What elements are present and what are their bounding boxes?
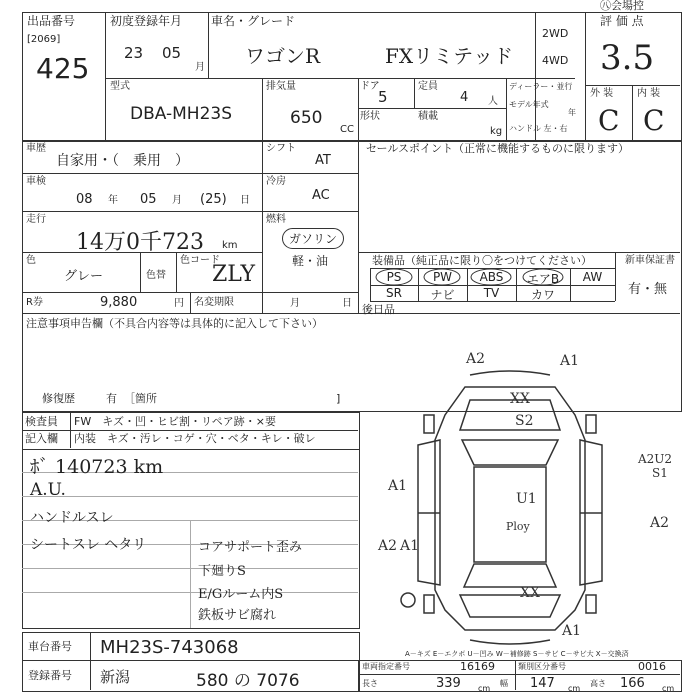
- note-rust: 鉄板サビ腐れ: [198, 608, 277, 623]
- displacement-label: 排気量: [266, 81, 296, 92]
- note-engine-room: E/Gルーム内S: [198, 587, 284, 602]
- reg-year: 23: [124, 44, 144, 62]
- capacity-value: 4: [460, 90, 469, 105]
- ac-value: AC: [312, 188, 330, 203]
- mark-a1-left: A1: [388, 478, 408, 494]
- mark-a2-front: A2: [466, 351, 486, 367]
- name-change-month: 月: [290, 298, 300, 309]
- lot-label: 出品番号: [27, 14, 76, 28]
- note-handle: ハンドルスレ: [30, 510, 114, 526]
- recycle-label: R券: [26, 297, 43, 308]
- length-unit: cm: [478, 684, 491, 693]
- mileage-value: 14万0千723: [76, 230, 204, 255]
- color-value: グレー: [64, 269, 104, 284]
- shape-label: 形状: [360, 111, 380, 122]
- model-year-label: モデル年式: [509, 100, 549, 109]
- recycle-unit: 円: [174, 298, 184, 309]
- registration-pref: 新潟: [100, 668, 131, 686]
- equip-abs: ABS: [479, 270, 504, 284]
- model-year-unit: 年: [568, 108, 576, 117]
- repair-bracket: ]: [336, 392, 341, 405]
- color-code-label: 色コード: [180, 255, 220, 266]
- drive-2wd: 2WD: [542, 27, 569, 40]
- damage-legend: A－キズ E－エクボ U－凹み W－補修跡 S－サビ C－サビ大 X－交換済: [405, 650, 629, 658]
- height-label: 高さ: [590, 679, 606, 688]
- capacity-unit: 人: [488, 96, 498, 107]
- inspection-label: 車検: [26, 176, 46, 187]
- equip-navi: ナビ: [430, 288, 455, 302]
- load-label: 積載: [418, 111, 438, 122]
- dim-label-left: 車両指定番号: [362, 662, 410, 671]
- notes-label: 注意事項申告欄（不具合内容等は具体的に記入して下さい）: [26, 317, 323, 330]
- note-core-support: コアサポート歪み: [198, 540, 303, 555]
- equip-ps: PS: [386, 270, 402, 284]
- note-under: 下廻りS: [198, 564, 246, 579]
- repair-place-label: ［箇所: [124, 392, 157, 405]
- repair-label: 修復歴: [42, 392, 75, 405]
- score-value: 3.5: [600, 38, 655, 78]
- mark-a2u2: A2U2: [638, 452, 673, 466]
- equip-sr: SR: [386, 286, 402, 300]
- inspection-day-unit: 日: [240, 195, 250, 206]
- dim-value-left: 16169: [460, 660, 495, 673]
- inspection-year-unit: 年: [108, 195, 118, 206]
- equip-pw: PW: [432, 270, 453, 284]
- lot-number: 425: [36, 52, 90, 85]
- mark-s1: S1: [652, 466, 668, 480]
- shift-label: シフト: [266, 143, 296, 154]
- dealer-label: ディーラー・並行: [509, 82, 573, 91]
- retrofit-label: 後日品: [362, 303, 395, 316]
- use-label: 車歴: [26, 143, 46, 154]
- car-name: ワゴンR: [245, 44, 321, 68]
- door-value: 5: [378, 88, 388, 106]
- color-code-value: ZLY: [212, 262, 256, 287]
- mark-a1-front: A1: [560, 353, 580, 369]
- inspector-row1: FW キズ・凹・ヒビ割・リペア跡・×要: [74, 415, 276, 428]
- ac-label: 冷房: [266, 176, 286, 187]
- chassis-label: 車台番号: [28, 640, 72, 653]
- width-label: 幅: [500, 679, 508, 688]
- capacity-label: 定員: [418, 81, 438, 92]
- mileage-label: 走行: [26, 214, 46, 225]
- chassis-value: MH23S-743068: [100, 637, 239, 658]
- interior-value: C: [643, 104, 665, 137]
- equip-aw: AW: [582, 270, 603, 284]
- handle-label: ハンドル 左・右: [509, 124, 568, 133]
- mark-ploy: Ploy: [506, 520, 530, 533]
- repair-value: 有: [106, 392, 117, 405]
- inspection-month-unit: 月: [172, 195, 182, 206]
- mileage-unit: km: [222, 240, 238, 251]
- displacement-value: 650: [290, 108, 323, 128]
- drive-4wd: 4WD: [542, 54, 569, 67]
- mark-xx-front: XX: [510, 391, 530, 407]
- car-diagram: [370, 345, 690, 645]
- name-change-label: 名変期限: [194, 297, 234, 308]
- car-grade: FXリミテッド: [385, 44, 514, 68]
- width-value: 147: [530, 676, 555, 691]
- inspector-row2: 内装 キズ・汚レ・コゲ・穴・ベタ・キレ・破レ: [74, 432, 316, 445]
- fuel-label: 燃料: [266, 214, 286, 225]
- model-label: 型式: [110, 81, 130, 92]
- mark-xx-rear: XX: [520, 585, 540, 601]
- equip-leather: カワ: [530, 288, 555, 302]
- displacement-unit: CC: [340, 124, 354, 135]
- equipment-circles: [368, 266, 578, 288]
- use-value: 自家用・（ 乗用 ）: [56, 153, 189, 169]
- note-au: A.U.: [30, 480, 66, 500]
- exterior-value: C: [598, 104, 620, 137]
- equip-tv: TV: [483, 286, 500, 300]
- inspector-label: 検査員: [25, 415, 58, 428]
- mark-u1: U1: [516, 491, 537, 507]
- equipment-label: 装備品（純正品に限り〇をつけてください）: [372, 254, 592, 267]
- inspection-day: (25): [200, 192, 227, 207]
- name-change-day: 日: [342, 298, 352, 309]
- equip-airbag: エアB: [526, 272, 560, 286]
- note-seat: シートスレ ヘタリ: [30, 537, 147, 553]
- inspection-month: 05: [140, 192, 157, 207]
- load-unit: kg: [490, 126, 503, 137]
- lot-sub: [2069]: [27, 34, 61, 45]
- mark-a2-left: A2: [378, 538, 398, 554]
- mark-a2-right: A2: [650, 515, 670, 531]
- dim-label-right: 類別区分番号: [518, 662, 566, 671]
- reg-month: 05: [162, 44, 182, 62]
- width-unit: cm: [568, 684, 581, 693]
- length-label: 長さ: [362, 679, 378, 688]
- exterior-label: 外 装: [590, 88, 614, 99]
- height-value: 166: [620, 676, 645, 691]
- mark-s2: S2: [515, 413, 534, 429]
- length-value: 339: [436, 676, 461, 691]
- shift-value: AT: [315, 153, 331, 168]
- model-value: DBA-MH23S: [130, 104, 233, 124]
- registration-num: 580 の 7076: [196, 671, 300, 691]
- interior-label: 内 装: [637, 88, 661, 99]
- mark-a1-rear: A1: [562, 623, 582, 639]
- fuel-diesel: 軽・油: [292, 254, 329, 268]
- score-label: 評 価 点: [600, 14, 644, 28]
- mark-a1-rleft: A1: [400, 538, 420, 554]
- top-block: [22, 12, 682, 142]
- registration-label: 登録番号: [28, 669, 72, 682]
- inspection-year: 08: [76, 192, 93, 207]
- note-mileage: ﾎﾞ 140723 km: [30, 456, 164, 478]
- recycle-value: 9,880: [100, 295, 138, 310]
- color-change-label: 色替: [146, 270, 166, 281]
- door-label: ドア: [360, 81, 380, 92]
- fuel-gas: ガソリン: [282, 228, 344, 249]
- warranty-label: 新車保証書: [625, 255, 675, 266]
- height-unit: cm: [662, 684, 675, 693]
- top-right-note: ㊇会場控: [600, 0, 644, 12]
- warranty-value: 有・無: [628, 282, 668, 297]
- car-label: 車名・グレード: [211, 14, 296, 28]
- dim-value-right: 0016: [638, 660, 666, 673]
- reg-month-unit: 月: [195, 62, 205, 73]
- selling-points-label: セールスポイント（正常に機能するものに限ります）: [366, 142, 630, 155]
- reg-label: 初度登録年月: [110, 14, 183, 28]
- recorder-label: 記入欄: [25, 432, 58, 445]
- color-label: 色: [26, 255, 36, 266]
